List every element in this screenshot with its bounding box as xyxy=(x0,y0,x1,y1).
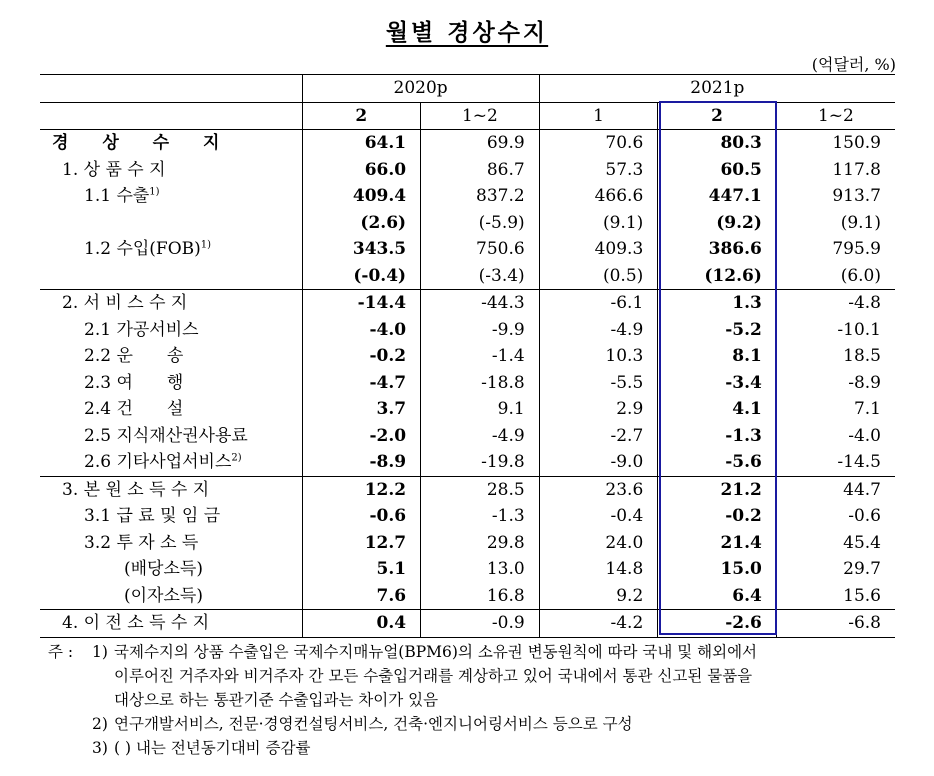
cell-value: -18.8 xyxy=(421,370,540,397)
cell-value: 3.7 xyxy=(302,396,421,423)
cell-value: -8.9 xyxy=(302,449,421,476)
cell-value: -10.1 xyxy=(776,317,895,344)
cell-value: 21.2 xyxy=(658,476,777,503)
row-label xyxy=(40,290,302,317)
table-row xyxy=(40,157,895,184)
table-row xyxy=(40,317,895,344)
cell-value: 69.9 xyxy=(421,130,540,157)
row-label-text: (배당소득) xyxy=(124,559,203,579)
row-label xyxy=(40,343,302,370)
footnote-marker: 1) xyxy=(149,186,160,198)
cell-value: 750.6 xyxy=(421,236,540,263)
cell-value: 6.4 xyxy=(658,583,777,610)
cell-value: (0.5) xyxy=(539,263,658,290)
row-label-text: (이자소득) xyxy=(124,585,203,606)
cell-value: -4.9 xyxy=(539,317,658,344)
footnotes xyxy=(48,640,898,760)
cell-value: 57.3 xyxy=(539,157,658,184)
cell-value: -3.4 xyxy=(658,370,777,397)
row-label xyxy=(40,583,302,610)
cell-value: 12.2 xyxy=(302,476,421,503)
cell-value: -0.2 xyxy=(658,503,777,530)
cell-value: 409.4 xyxy=(302,183,421,210)
cell-value: 28.5 xyxy=(421,476,540,503)
cell-value: 386.6 xyxy=(658,236,777,263)
cell-value: 9.2 xyxy=(539,583,658,610)
footnote-number: 2) xyxy=(92,715,108,733)
header-row-years xyxy=(40,75,895,103)
row-label xyxy=(40,530,302,557)
table-row xyxy=(40,370,895,397)
table-row xyxy=(40,130,895,157)
cell-value: 21.4 xyxy=(658,530,777,557)
footnote-line xyxy=(48,736,898,760)
cell-value: (12.6) xyxy=(658,263,777,290)
cell-value: (-0.4) xyxy=(302,263,421,290)
table-row xyxy=(40,236,895,263)
table-row xyxy=(40,449,895,476)
cell-value: 16.8 xyxy=(421,583,540,610)
row-label-text: 2.5 지식재산권사용료 xyxy=(84,425,248,446)
table-row xyxy=(40,503,895,530)
cell-value: -0.2 xyxy=(302,343,421,370)
cell-value: 466.6 xyxy=(539,183,658,210)
footnote-number xyxy=(92,688,114,712)
row-label-text: 3. 본 원 소 득 수 지 xyxy=(62,479,210,500)
cell-value: 4.1 xyxy=(658,396,777,423)
footnote-marker: 2) xyxy=(231,452,242,464)
cell-value: -0.9 xyxy=(421,610,540,638)
cell-value: -5.2 xyxy=(658,317,777,344)
cell-value: -6.8 xyxy=(776,610,895,638)
cell-value: -0.4 xyxy=(539,503,658,530)
row-label-text: 1. 상 품 수 지 xyxy=(62,159,166,180)
cell-value: -1.3 xyxy=(658,423,777,450)
row-label xyxy=(40,130,302,157)
row-label-text: 1.1 수출 xyxy=(84,186,150,206)
row-label xyxy=(40,236,302,263)
cell-value: -14.5 xyxy=(776,449,895,476)
header-row-months xyxy=(40,102,895,130)
cell-value: 13.0 xyxy=(421,556,540,583)
footnote-text: 대상으로 하는 통관기준 수출입과는 차이가 있음 xyxy=(114,691,439,709)
cell-value: -4.7 xyxy=(302,370,421,397)
row-label-text: 3.1 급 료 및 임 금 xyxy=(84,506,221,526)
cell-value: 23.6 xyxy=(539,476,658,503)
header-2020: 2020p xyxy=(302,75,539,103)
cell-value: (9.1) xyxy=(539,210,658,237)
cell-value: (9.2) xyxy=(658,210,777,237)
row-label-text: 2.6 기타사업서비스 xyxy=(84,452,232,472)
cell-value: 80.3 xyxy=(658,130,777,157)
footnote-number: 1) xyxy=(92,643,108,661)
cell-value: -8.9 xyxy=(776,370,895,397)
header-col: 2 xyxy=(658,102,777,130)
footnote-marker: 1) xyxy=(200,239,212,251)
row-label-text: 2.3 여 행 xyxy=(84,372,184,393)
row-label xyxy=(40,476,302,503)
cell-value: -2.0 xyxy=(302,423,421,450)
page-title: 월별 경상수지 xyxy=(385,19,549,46)
cell-value: 12.7 xyxy=(302,530,421,557)
cell-value: 7.6 xyxy=(302,583,421,610)
cell-value: 0.4 xyxy=(302,610,421,638)
row-label-text: 2.1 가공서비스 xyxy=(84,319,199,340)
cell-value: 8.1 xyxy=(658,343,777,370)
cell-value: 15.0 xyxy=(658,556,777,583)
footnote-line xyxy=(48,664,898,688)
cell-value: 1.3 xyxy=(658,290,777,317)
cell-value: 10.3 xyxy=(539,343,658,370)
cell-value: 837.2 xyxy=(421,183,540,210)
cell-value: 2.9 xyxy=(539,396,658,423)
table-row xyxy=(40,610,895,638)
table-row xyxy=(40,556,895,583)
cell-value: 64.1 xyxy=(302,130,421,157)
table-row xyxy=(40,290,895,317)
row-label-text: 4. 이 전 소 득 수 지 xyxy=(62,613,210,633)
cell-value: -14.4 xyxy=(302,290,421,317)
cell-value: -9.0 xyxy=(539,449,658,476)
cell-value: 44.7 xyxy=(776,476,895,503)
row-label xyxy=(40,610,302,638)
cell-value: -9.9 xyxy=(421,317,540,344)
cell-value: 150.9 xyxy=(776,130,895,157)
cell-value: -19.8 xyxy=(421,449,540,476)
row-label xyxy=(40,396,302,423)
header-col: 1 xyxy=(539,102,658,130)
table-row xyxy=(40,396,895,423)
cell-value: 409.3 xyxy=(539,236,658,263)
row-label xyxy=(40,263,302,290)
cell-value: 7.1 xyxy=(776,396,895,423)
footnote-text: 이루어진 거주자와 비거주자 간 모든 수출입거래를 계상하고 있어 국내에서 통관 신고된 물품을 xyxy=(114,667,753,685)
row-label xyxy=(40,183,302,210)
table-row xyxy=(40,476,895,503)
cell-value: 66.0 xyxy=(302,157,421,184)
table-row xyxy=(40,583,895,610)
cell-value: 60.5 xyxy=(658,157,777,184)
row-label xyxy=(40,157,302,184)
cell-value: 45.4 xyxy=(776,530,895,557)
cell-value: 29.7 xyxy=(776,556,895,583)
table-row xyxy=(40,423,895,450)
footnote-number xyxy=(92,664,114,688)
cell-value: 117.8 xyxy=(776,157,895,184)
header-2021: 2021p xyxy=(539,75,895,103)
row-label-text: 2.4 건 설 xyxy=(84,399,184,419)
header-col: 2 xyxy=(302,102,421,130)
cell-value: -1.3 xyxy=(421,503,540,530)
cell-value: 795.9 xyxy=(776,236,895,263)
cell-value: -6.1 xyxy=(539,290,658,317)
cell-value: 913.7 xyxy=(776,183,895,210)
row-label-text: 2.2 운 송 xyxy=(84,346,184,366)
cell-value: 5.1 xyxy=(302,556,421,583)
row-label-text: 경 상 수 지 xyxy=(52,133,234,153)
cell-value: 24.0 xyxy=(539,530,658,557)
cell-value: 14.8 xyxy=(539,556,658,583)
footnote-text: 국제수지의 상품 수출입은 국제수지매뉴얼(BPM6)의 소유권 변동원칙에 따라 국내 및 해외에서 xyxy=(114,643,758,661)
unit-label: (억달러, %) xyxy=(811,55,896,74)
table-row xyxy=(40,210,895,237)
footnote-text: 연구개발서비스, 전문·경영컨설팅서비스, 건축·엔지니어링서비스 등으로 구성 xyxy=(114,715,633,733)
row-label-text: 3.2 투 자 소 득 xyxy=(84,532,199,553)
row-label xyxy=(40,370,302,397)
cell-value: 343.5 xyxy=(302,236,421,263)
row-label-text: 2. 서 비 스 수 지 xyxy=(62,293,188,313)
cell-value: -44.3 xyxy=(421,290,540,317)
footnote-line xyxy=(48,688,898,712)
cell-value: 18.5 xyxy=(776,343,895,370)
cell-value: -0.6 xyxy=(302,503,421,530)
cell-value: 70.6 xyxy=(539,130,658,157)
cell-value: (-3.4) xyxy=(421,263,540,290)
row-label xyxy=(40,503,302,530)
cell-value: -4.9 xyxy=(421,423,540,450)
cell-value: -1.4 xyxy=(421,343,540,370)
balance-table xyxy=(40,74,895,638)
cell-value: 447.1 xyxy=(658,183,777,210)
table-row xyxy=(40,263,895,290)
footnote-number: 3) xyxy=(92,739,108,757)
footnote-text: ( ) 내는 전년동기대비 증감률 xyxy=(114,739,311,757)
cell-value: (-5.9) xyxy=(421,210,540,237)
table-row xyxy=(40,343,895,370)
cell-value: (9.1) xyxy=(776,210,895,237)
footnote-line: 주 : 1) 국제수지의 상품 수출입은 국제수지매뉴얼(BPM6)의 소유권 변동원칙에 따라 국내 및 해외에서 xyxy=(48,640,898,664)
cell-value: -2.6 xyxy=(658,610,777,638)
cell-value: 86.7 xyxy=(421,157,540,184)
cell-value: -5.5 xyxy=(539,370,658,397)
cell-value: -4.0 xyxy=(776,423,895,450)
cell-value: -0.6 xyxy=(776,503,895,530)
cell-value: 9.1 xyxy=(421,396,540,423)
cell-value: -4.2 xyxy=(539,610,658,638)
cell-value: 29.8 xyxy=(421,530,540,557)
cell-value: -5.6 xyxy=(658,449,777,476)
cell-value: -4.8 xyxy=(776,290,895,317)
cell-value: -4.0 xyxy=(302,317,421,344)
table-row xyxy=(40,530,895,557)
row-label xyxy=(40,210,302,237)
header-col: 1~2 xyxy=(421,102,540,130)
cell-value: 15.6 xyxy=(776,583,895,610)
header-col: 1~2 xyxy=(776,102,895,130)
row-label xyxy=(40,449,302,476)
row-label xyxy=(40,423,302,450)
row-label xyxy=(40,317,302,344)
cell-value: (6.0) xyxy=(776,263,895,290)
row-label xyxy=(40,556,302,583)
cell-value: (2.6) xyxy=(302,210,421,237)
cell-value: -2.7 xyxy=(539,423,658,450)
table-row xyxy=(40,183,895,210)
footnote-line xyxy=(48,712,898,736)
row-label-text: 1.2 수입(FOB) xyxy=(84,239,201,259)
